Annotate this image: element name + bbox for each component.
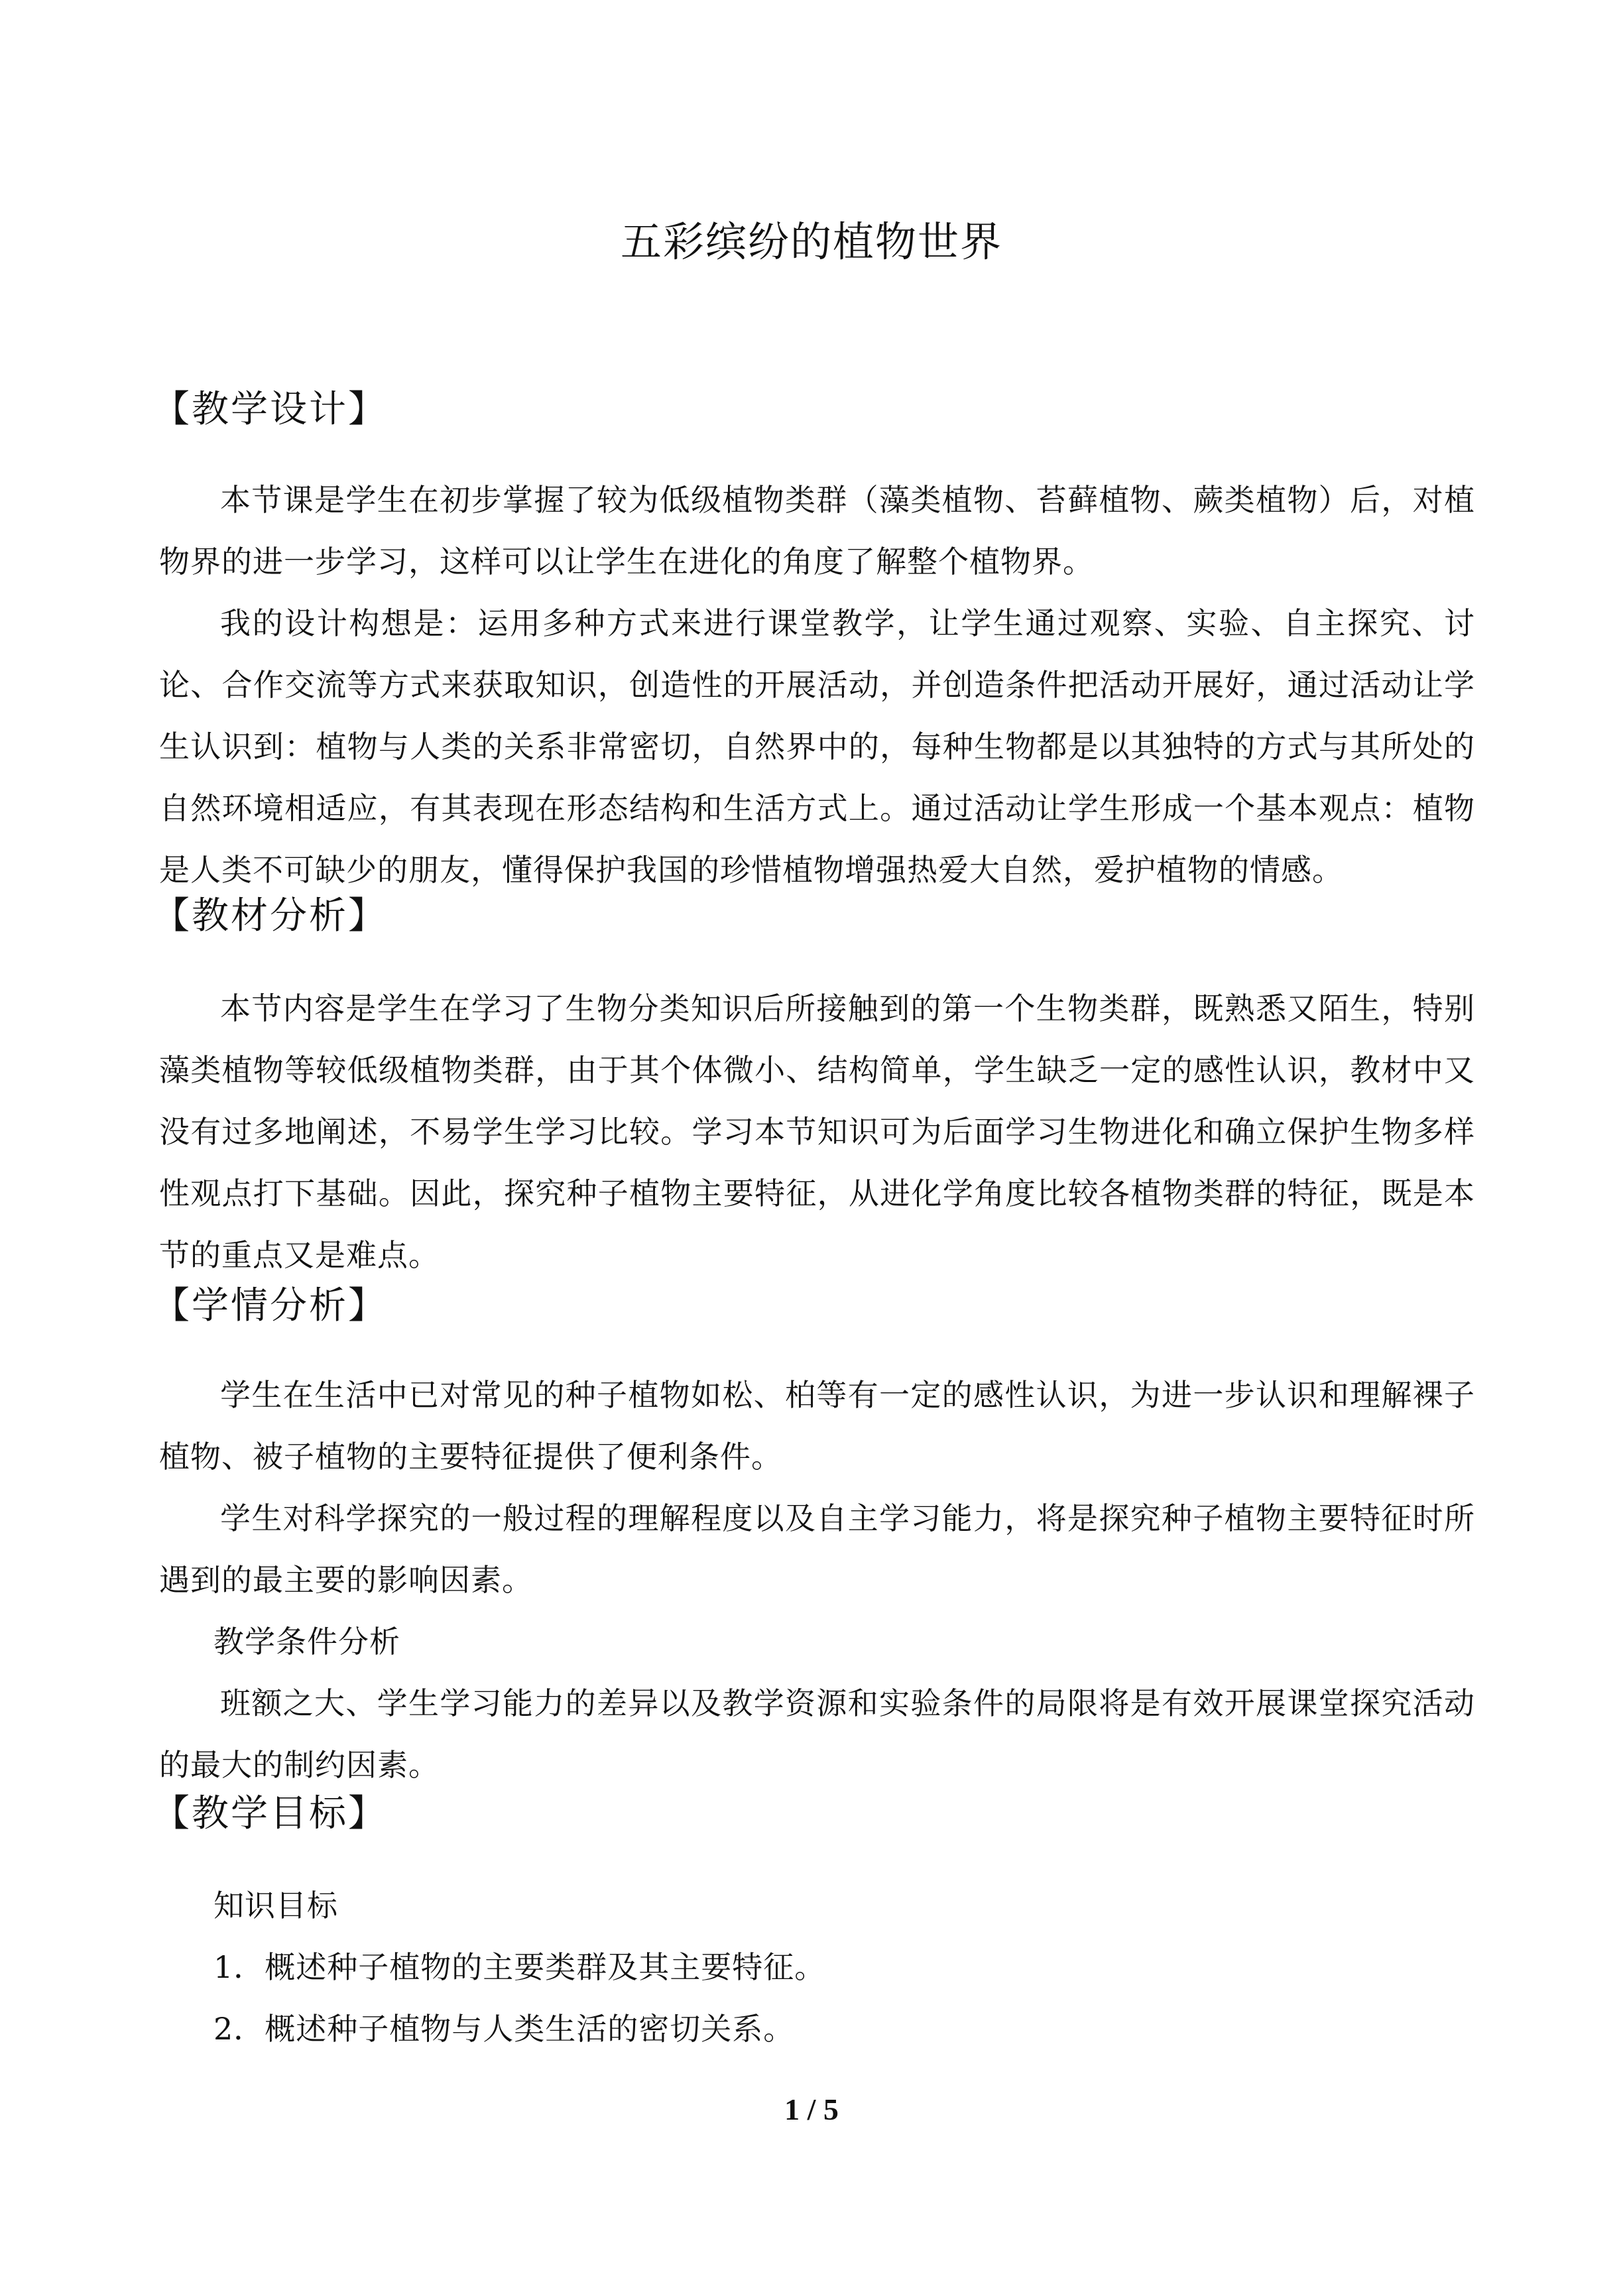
goals-subheading: 知识目标 [213, 1888, 338, 1923]
textbook-paragraph-1: 本节内容是学生在学习了生物分类知识后所接触到的第一个生物类群，既熟悉又陌生，特别藻类植物等较低级植物类群，由于其个体微小、结构简单，学生缺乏一定的感性认识，教材中又没有过多地阐述，不易学生学习比较。学习本节知识可为后面学习生物进化和确立保护生物多样性观点打下基础。因此，探究种子植物主要特征，从进化学角度比较各植物类群的特征，既是本节的重点又是难点。 [159, 991, 1475, 1273]
section-heading-goals: 【教学目标】 [152, 1792, 387, 1835]
section-heading-students: 【学情分析】 [152, 1284, 387, 1327]
students-paragraph-1: 学生在生活中已对常见的种子植物如松、柏等有一定的感性认识，为进一步认识和理解裸子植物、被子植物的主要特征提供了便利条件。 [159, 1377, 1475, 1475]
goal-item-2: 2．概述种子植物与人类生活的密切关系。 [213, 2011, 795, 2047]
design-paragraph-1: 本节课是学生在初步掌握了较为低级植物类群（藻类植物、苔藓植物、蕨类植物）后，对植物界的进一步学习，这样可以让学生在进化的角度了解整个植物界。 [159, 482, 1475, 579]
section-heading-design: 【教学设计】 [152, 388, 387, 431]
page-number: 1 / 5 [784, 2092, 839, 2126]
students-subheading: 教学条件分析 [213, 1624, 400, 1660]
students-paragraph-4: 班额之大、学生学习能力的差异以及教学资源和实验条件的局限将是有效开展课堂探究活动的最大的制约因素。 [159, 1685, 1475, 1783]
goal-item-1: 1．概述种子植物的主要类群及其主要特征。 [213, 1949, 826, 1985]
design-paragraph-2: 我的设计构想是：运用多种方式来进行课堂教学，让学生通过观察、实验、自主探究、讨论、合作交流等方式来获取知识，创造性的开展活动，并创造条件把活动开展好，通过活动让学生认识到：植物与人类的关系非常密切，自然界中的，每种生物都是以其独特的方式与其所处的自然环境相适应，有其表现在形态结构和生活方式上。通过活动让学生形成一个基本观点：植物是人类不可缺少的朋友，懂得保护我国的珍惜植物增强热爱大自然，爱护植物的情感。 [159, 605, 1475, 888]
students-paragraph-2: 学生对科学探究的一般过程的理解程度以及自主学习能力，将是探究种子植物主要特征时所遇到的最主要的影响因素。 [159, 1500, 1475, 1598]
page-title: 五彩缤纷的植物世界 [620, 217, 1002, 266]
section-heading-textbook: 【教材分析】 [152, 894, 387, 937]
